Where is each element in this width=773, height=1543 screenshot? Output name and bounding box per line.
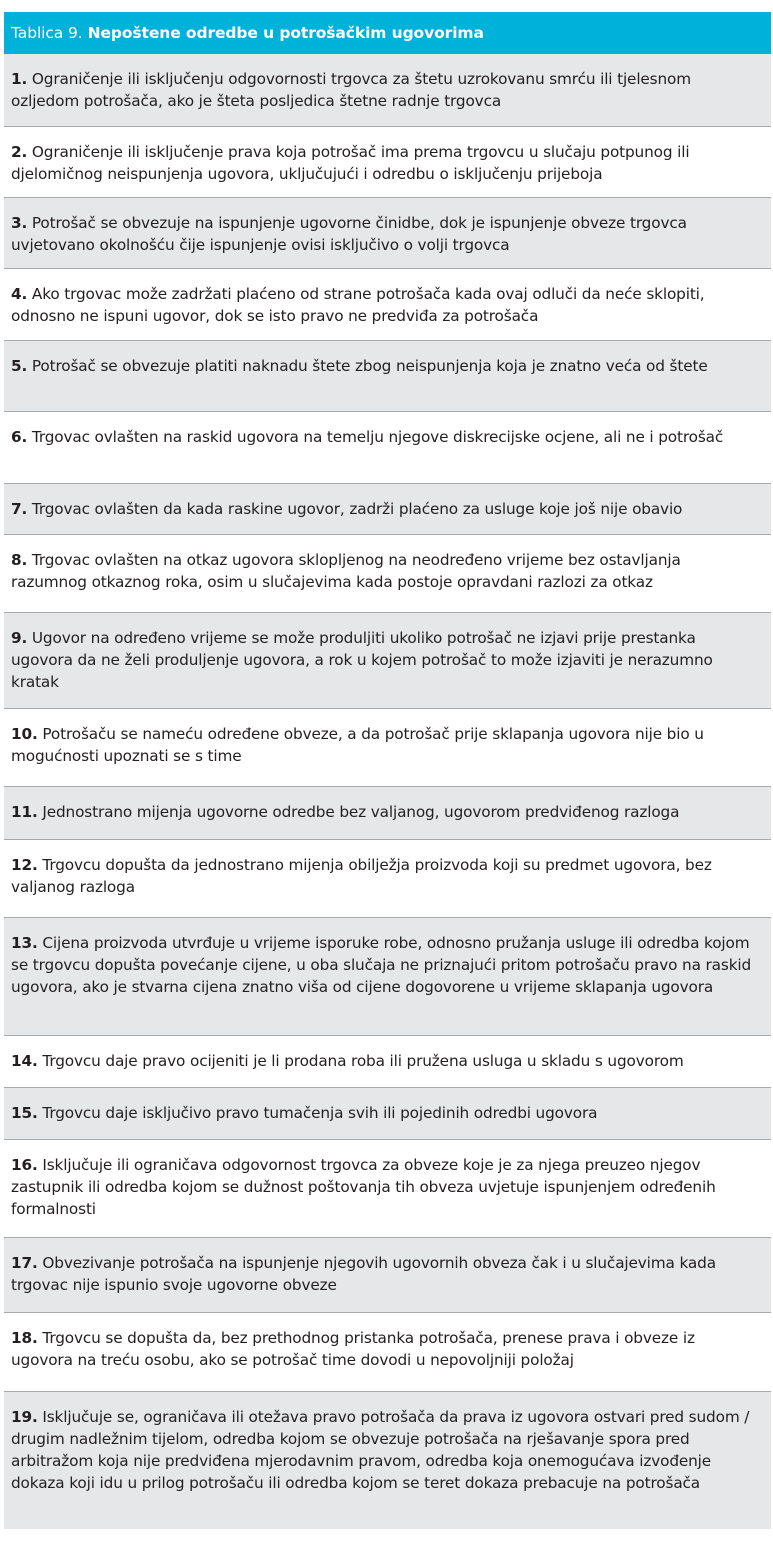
- caption-prefix: Tablica 9.: [11, 24, 83, 42]
- table-row: [4, 709, 771, 787]
- row-text: Trgovcu daje isključivo pravo tumačenja svih ili pojedinih odredbi ugovora: [42, 1104, 598, 1122]
- row-number: 1.: [11, 70, 28, 88]
- table-row: [4, 613, 771, 709]
- row-number: 19.: [11, 1408, 38, 1426]
- row-text: Trgovac ovlašten na otkaz ugovora sklopljenog na neodređeno vrijeme bez ostavljanja razumnog otkaznog roka, osim u slučajevima kada postoje opravdani razlozi za otkaz: [11, 551, 681, 591]
- table-row: [4, 1238, 771, 1313]
- row-text: Trgovcu se dopušta da, bez prethodnog pristanka potrošača, prenese prava i obveze iz ugovora na treću osobu, ako se potrošač time dovodi u nepovoljniji položaj: [11, 1329, 695, 1369]
- table-row: [4, 1140, 771, 1238]
- row-text: Ako trgovac može zadržati plaćeno od strane potrošača kada ovaj odluči da neće sklopiti, odnosno ne ispuni ugovor, dok se isto pravo ne predviđa za potrošača: [11, 285, 705, 325]
- row-text: Potrošač se obvezuje platiti naknadu štete zbog neispunjenja koja je znatno veća od štete: [31, 357, 708, 375]
- row-text: Trgovcu daje pravo ocijeniti je li prodana roba ili pružena usluga u skladu s ugovorom: [42, 1052, 684, 1070]
- table-row: [4, 341, 771, 412]
- row-number: 11.: [11, 803, 38, 821]
- table-row: [4, 412, 771, 484]
- table-row: [4, 1088, 771, 1140]
- table-row: [4, 198, 771, 269]
- row-text: Cijena proizvoda utvrđuje u vrijeme isporuke robe, odnosno pružanja usluge ili odredba kojom se trgovcu dopušta povećanje cijene, u oba slučaja ne priznajući pritom potrošaču pravo na raskid ugovora, ako je stvarna cijena znatno viša od cijene dogovorene u vrijeme sklapanja ugovora: [11, 934, 752, 996]
- row-text: Ugovor na određeno vrijeme se može produljiti ukoliko potrošač ne izjavi prije prestanka ugovora da ne želi produljenje ugovora, a rok u kojem potrošač to može izjaviti je nerazumno kratak: [11, 629, 713, 691]
- row-number: 7.: [11, 500, 28, 518]
- row-number: 18.: [11, 1329, 38, 1347]
- row-text: Isključuje ili ograničava odgovornost trgovca za obveze koje je za njega preuzeo njegov zastupnik ili odredba kojom se dužnost poštovanja tih obveza uvjetuje ispunjenjem određenih formalnosti: [11, 1156, 716, 1218]
- row-text: Potrošaču se nameću određene obveze, a da potrošač prije sklapanja ugovora nije bio u mogućnosti upoznati se s time: [11, 725, 704, 765]
- table-row: [4, 535, 771, 613]
- row-number: 9.: [11, 629, 28, 647]
- row-text: Potrošač se obvezuje na ispunjenje ugovorne činidbe, dok je ispunjenje obveze trgovca uvjetovano okolnošću čije ispunjenje ovisi isključivo o volji trgovca: [11, 214, 687, 254]
- table-row: [4, 54, 771, 127]
- table-row: [4, 1036, 771, 1088]
- row-text: Trgovac ovlašten na raskid ugovora na temelju njegove diskrecijske ocjene, ali ne i potrošač: [31, 428, 724, 446]
- table-row: [4, 484, 771, 535]
- row-number: 17.: [11, 1254, 38, 1272]
- table-row: [4, 918, 771, 1036]
- table-row: [4, 840, 771, 918]
- table-row: [4, 127, 771, 198]
- row-number: 15.: [11, 1104, 38, 1122]
- row-text: Obvezivanje potrošača na ispunjenje njegovih ugovornih obveza čak i u slučajevima kada trgovac nije ispunio svoje ugovorne obveze: [11, 1254, 716, 1294]
- row-number: 5.: [11, 357, 28, 375]
- row-number: 14.: [11, 1052, 38, 1070]
- row-text: Trgovcu dopušta da jednostrano mijenja obilježja proizvoda koji su predmet ugovora, bez valjanog razloga: [11, 856, 712, 896]
- table-row: [4, 1392, 771, 1529]
- row-text: Isključuje se, ograničava ili otežava pravo potrošača da prava iz ugovora ostvari pred sudom / drugim nadležnim tijelom, odredba kojom se obvezuje potrošača na rješavanje spora pred arbitražom koja nije predviđena mjerodavnim pravom, odredba koja onemogućava izvođenje dokaza koji idu u prilog potrošaču ili odredba kojom se teret dokaza prebacuje na potrošača: [11, 1408, 750, 1492]
- unfair-terms-table: [4, 12, 771, 1529]
- row-number: 8.: [11, 551, 28, 569]
- row-text: Ograničenje ili isključenje prava koja potrošač ima prema trgovcu u slučaju potpunog ili djelomičnog neispunjenja ugovora, uključujući i odredbu o isključenju prijeboja: [11, 143, 690, 183]
- row-text: Jednostrano mijenja ugovorne odredbe bez valjanog, ugovorom predviđenog razloga: [42, 803, 680, 821]
- row-number: 13.: [11, 934, 38, 952]
- table-row: [4, 787, 771, 840]
- row-number: 2.: [11, 143, 28, 161]
- table-row: [4, 269, 771, 341]
- table-row: [4, 1313, 771, 1392]
- row-number: 3.: [11, 214, 28, 232]
- table-caption: [4, 12, 771, 54]
- row-number: 4.: [11, 285, 28, 303]
- caption-title: Nepoštene odredbe u potrošačkim ugovorima: [87, 24, 484, 42]
- row-number: 10.: [11, 725, 38, 743]
- row-text: Ograničenje ili isključenju odgovornosti trgovca za štetu uzrokovanu smrću ili tjelesnom ozljedom potrošača, ako je šteta posljedica štetne radnje trgovca: [11, 70, 692, 110]
- row-text: Trgovac ovlašten da kada raskine ugovor, zadrži plaćeno za usluge koje još nije obavio: [31, 500, 683, 518]
- row-number: 12.: [11, 856, 38, 874]
- row-number: 16.: [11, 1156, 38, 1174]
- row-number: 6.: [11, 428, 28, 446]
